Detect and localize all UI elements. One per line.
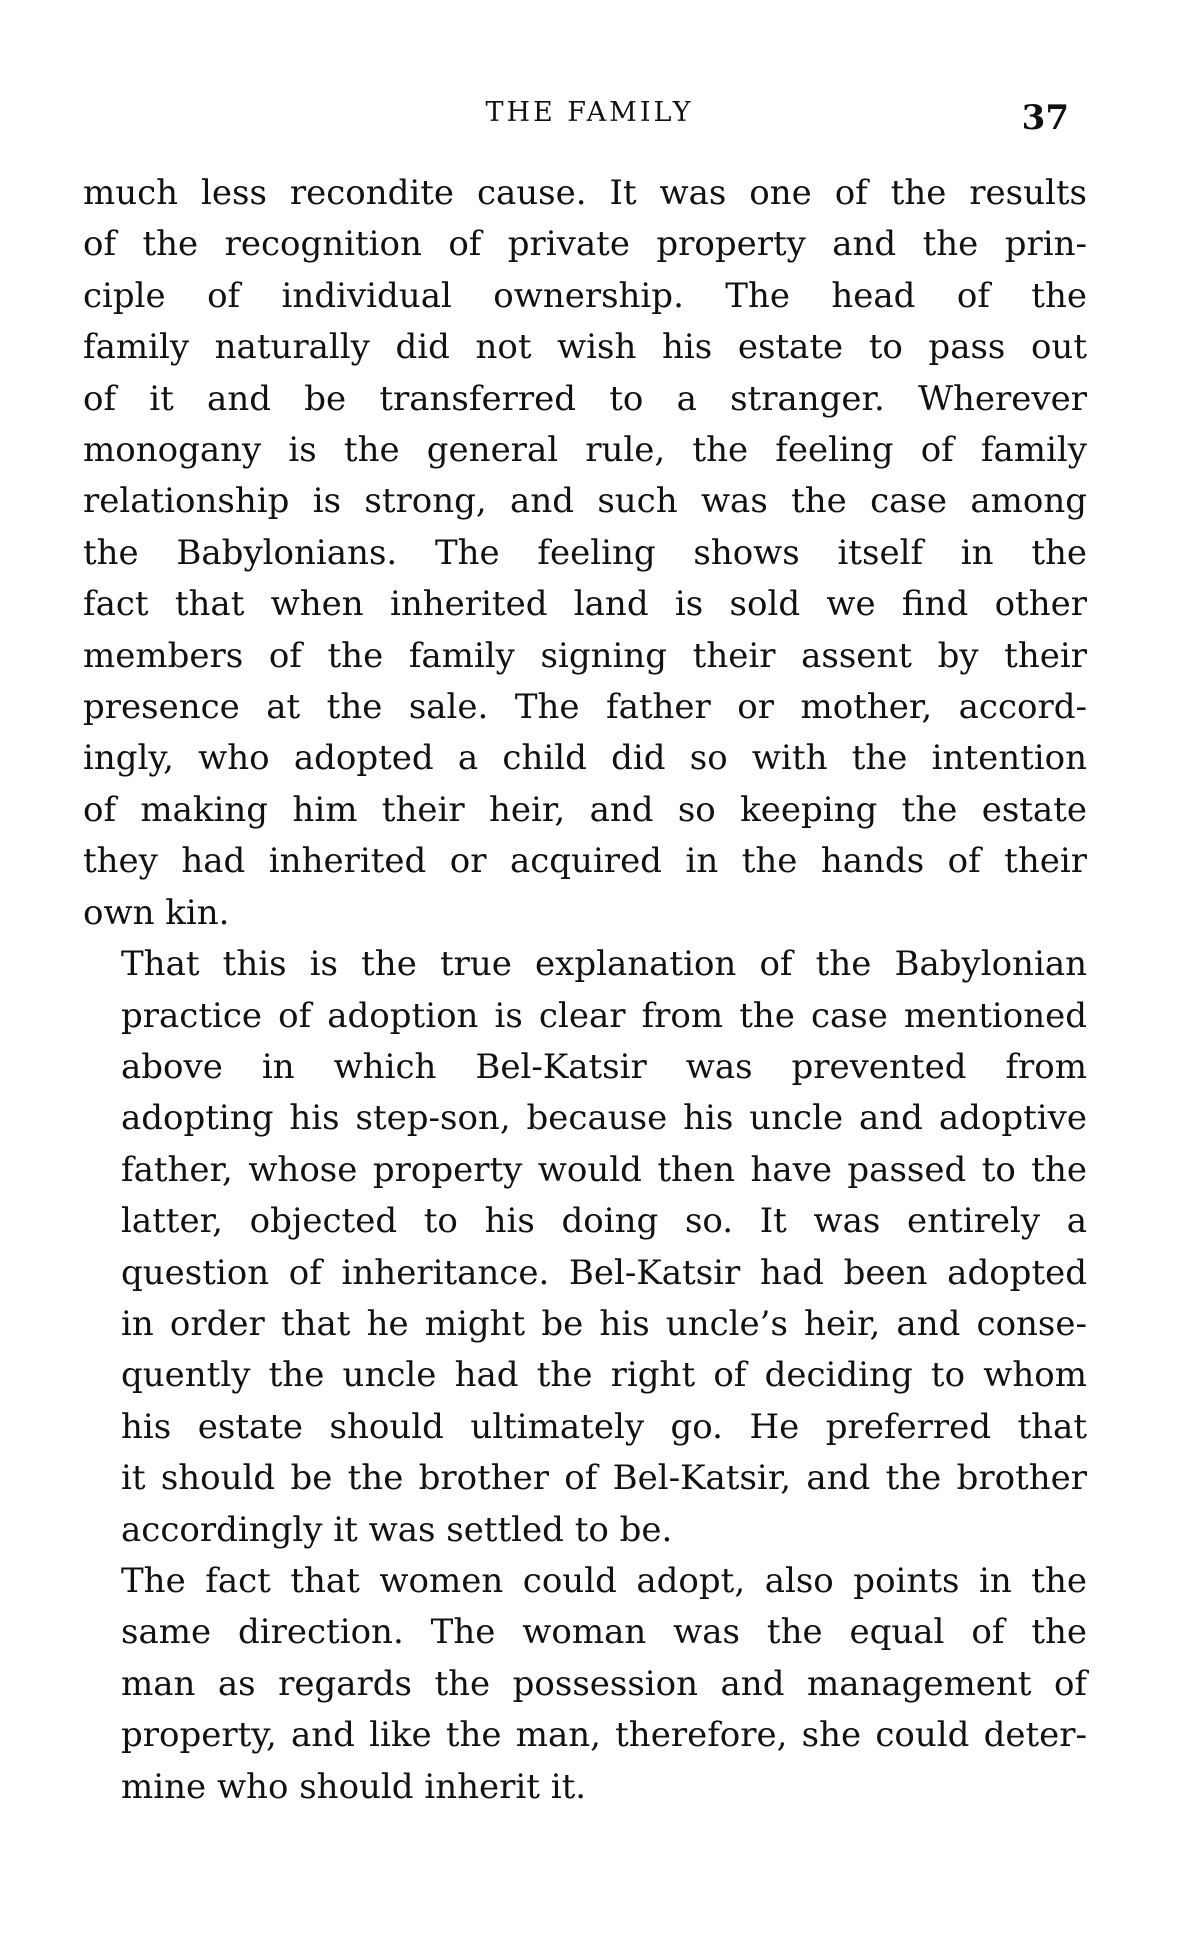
running-title: THE FAMILY: [485, 97, 694, 128]
text-line: above in which Bel-Katsir was prevented from: [121, 1046, 1087, 1087]
paragraph-1: [83, 168, 1087, 939]
paragraph-3: [83, 1556, 1087, 1813]
text-line: property, and like the man, therefore, she could deter-: [121, 1715, 1087, 1756]
text-line: same direction. The woman was the equal of the: [121, 1612, 1087, 1653]
text-line: accordingly it was settled to be.: [121, 1509, 673, 1550]
text-line: monogany is the general rule, the feeling of family: [83, 430, 1087, 471]
text-line: of the recognition of private property and the prin-: [83, 224, 1087, 265]
text-line: mine who should inherit it.: [121, 1766, 587, 1807]
text-line: his estate should ultimately go. He preferred that: [121, 1406, 1087, 1447]
text-line: of it and be transferred to a stranger. Wherever: [83, 378, 1087, 419]
text-line: own kin.: [83, 892, 230, 933]
text-line: fact that when inherited land is sold we find other: [83, 584, 1087, 625]
text-line: family naturally did not wish his estate to pass out: [83, 327, 1087, 368]
text-line: much less recondite cause. It was one of the results: [83, 173, 1087, 213]
text-line: they had inherited or acquired in the hands of their: [83, 841, 1087, 882]
text-line: ingly, who adopted a child did so with the intention: [83, 738, 1087, 779]
text-line: practice of adoption is clear from the case mentioned: [121, 995, 1087, 1036]
text-line: father, whose property would then have passed to the: [121, 1149, 1087, 1190]
text-line: of making him their heir, and so keeping the estate: [83, 789, 1087, 830]
text-line: adopting his step-son, because his uncle and adoptive: [121, 1098, 1087, 1139]
text-line: question of inheritance. Bel-Katsir had been adopted: [121, 1252, 1087, 1293]
text-line: man as regards the possession and management of: [121, 1663, 1087, 1704]
body-text: [83, 168, 1087, 1813]
text-line: ciple of individual ownership. The head of the: [83, 275, 1087, 316]
running-head: [0, 92, 1179, 142]
text-line: it should be the brother of Bel-Katsir, and the brother: [121, 1458, 1087, 1499]
paragraph-2: [83, 939, 1087, 1556]
text-line: That this is the true explanation of the Babylonian: [121, 944, 1087, 985]
text-line: latter, objected to his doing so. It was entirely a: [121, 1201, 1087, 1242]
text-line: members of the family signing their assent by their: [83, 635, 1087, 676]
text-line: presence at the sale. The father or mother, accord-: [83, 687, 1087, 728]
page-number: 37: [1021, 98, 1069, 138]
text-line: the Babylonians. The feeling shows itself in the: [83, 532, 1087, 573]
text-line: quently the uncle had the right of deciding to whom: [121, 1355, 1087, 1396]
text-line: relationship is strong, and such was the case among: [83, 481, 1087, 522]
text-line: in order that he might be his uncle’s heir, and conse-: [121, 1303, 1087, 1344]
text-line: The fact that women could adopt, also points in the: [121, 1560, 1087, 1601]
